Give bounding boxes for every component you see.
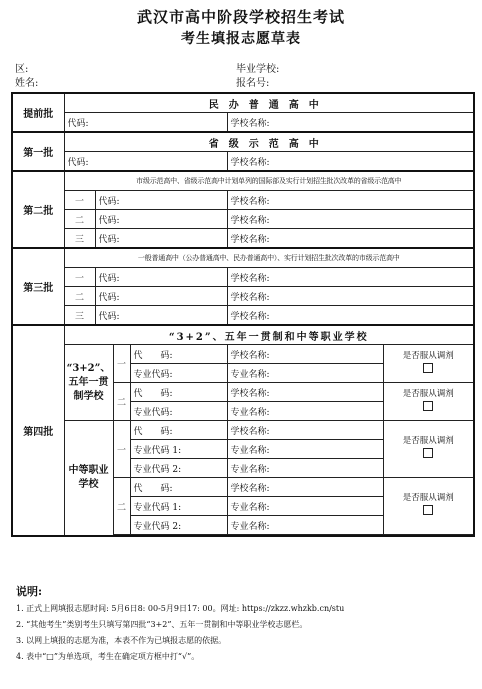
choice-number: 二: [64, 287, 95, 306]
major-code-field[interactable]: 专业代码:: [130, 402, 227, 421]
banner-fourth: “3+2”、五年一贯制和中等职业学校: [64, 325, 474, 345]
code-field[interactable]: 代 码:: [130, 345, 227, 364]
obey-adjustment[interactable]: 是否服从调剂: [383, 421, 474, 478]
code-field[interactable]: 代 码:: [130, 383, 227, 402]
code-field[interactable]: 代码:: [95, 287, 227, 306]
banner-first: 省级示范高中: [64, 132, 474, 152]
school-name-field[interactable]: 学校名称:: [227, 152, 474, 172]
form-title: 武汉市高中阶段学校招生考试: [136, 8, 345, 26]
major-code-1-field[interactable]: 专业代码 1:: [130, 440, 227, 459]
exam-number-label: 报名号:: [236, 78, 270, 89]
choice-number: 二: [64, 210, 95, 229]
checkbox-icon[interactable]: [423, 505, 433, 515]
code-field[interactable]: 代 码:: [130, 421, 227, 440]
district-label: 区:: [15, 64, 29, 75]
note-item: 3. 以网上填报的志愿为准，本表不作为已填报志愿的依据。: [16, 636, 227, 645]
subcategory-vocational: 中等职业学校: [64, 421, 113, 537]
choice-number: 三: [64, 229, 95, 249]
banner-advance: 民办普通高中: [64, 93, 474, 113]
school-name-field[interactable]: 学校名称:: [227, 478, 383, 497]
code-field[interactable]: 代码:: [95, 229, 227, 249]
obey-adjustment[interactable]: 是否服从调剂: [383, 383, 474, 421]
school-name-field[interactable]: 学校名称:: [227, 306, 474, 326]
code-field[interactable]: 代 码:: [130, 478, 227, 497]
checkbox-icon[interactable]: [423, 401, 433, 411]
school-name-field[interactable]: 学校名称:: [227, 287, 474, 306]
choice-number: 一: [64, 191, 95, 210]
obey-adjustment[interactable]: 是否服从调剂: [383, 345, 474, 383]
major-code-2-field[interactable]: 专业代码 2:: [130, 459, 227, 478]
notes-heading: 说明:: [16, 585, 43, 598]
school-name-field[interactable]: 学校名称:: [227, 113, 474, 133]
choice-number: 一: [64, 268, 95, 287]
school-name-field[interactable]: 学校名称:: [227, 383, 383, 402]
obey-adjustment[interactable]: 是否服从调剂: [383, 478, 474, 535]
major-code-field[interactable]: 专业代码:: [130, 364, 227, 383]
banner-third: 一般普通高中（公办普通高中、民办普通高中）、实行计划招生批次改革的市级示范高中: [64, 248, 474, 268]
school-name-field[interactable]: 学校名称:: [227, 268, 474, 287]
note-item: 1. 正式上网填报志愿时间: 5月6日8: 00-5月9日17: 00。网址: https://zkzz.whzkb.cn/stu: [16, 604, 345, 613]
code-field[interactable]: 代码:: [95, 210, 227, 229]
choice-number: 二: [113, 383, 130, 421]
note-item: 4. 表中“□”为单选项，考生在确定项方框中打“√”。: [16, 652, 200, 661]
notes-section: [16, 584, 344, 665]
choice-number: 一: [113, 421, 130, 478]
major-code-1-field[interactable]: 专业代码 1:: [130, 497, 227, 516]
code-field[interactable]: 代码:: [64, 113, 227, 133]
graduate-school-label: 毕业学校:: [236, 64, 280, 75]
major-name-field[interactable]: 专业名称:: [227, 516, 383, 535]
batch-label-first: 第一批: [12, 132, 64, 171]
batch-label-third: 第三批: [12, 248, 64, 325]
choice-number: 二: [113, 478, 130, 535]
school-name-field[interactable]: 学校名称:: [227, 421, 383, 440]
batch-label-fourth: 第四批: [12, 325, 64, 536]
form-subtitle: 考生填报志愿草表: [181, 31, 301, 47]
code-field[interactable]: 代码:: [95, 268, 227, 287]
major-name-field[interactable]: 专业名称:: [227, 440, 383, 459]
application-form-table: [11, 92, 475, 537]
school-name-field[interactable]: 学校名称:: [227, 191, 474, 210]
major-code-2-field[interactable]: 专业代码 2:: [130, 516, 227, 535]
school-name-field[interactable]: 学校名称:: [227, 210, 474, 229]
batch-label-second: 第二批: [12, 171, 64, 248]
code-field[interactable]: 代码:: [95, 191, 227, 210]
batch-label-advance: 提前批: [12, 93, 64, 132]
code-field[interactable]: 代码:: [95, 306, 227, 326]
choice-number: 三: [64, 306, 95, 326]
major-name-field[interactable]: 专业名称:: [227, 459, 383, 478]
note-item: 2. “其他考生”类别考生只填写第四批“3+2”、五年一贯制和中等职业学校志愿栏。: [16, 620, 308, 629]
checkbox-icon[interactable]: [423, 448, 433, 458]
checkbox-icon[interactable]: [423, 363, 433, 373]
major-name-field[interactable]: 专业名称:: [227, 402, 383, 421]
school-name-field[interactable]: 学校名称:: [227, 229, 474, 249]
choice-number: 一: [113, 345, 130, 383]
major-name-field[interactable]: 专业名称:: [227, 364, 383, 383]
code-field[interactable]: 代码:: [64, 152, 227, 172]
major-name-field[interactable]: 专业名称:: [227, 497, 383, 516]
subcategory-3plus2: “3+2”、五年一贯制学校: [64, 345, 113, 421]
banner-second: 市级示范高中、省级示范高中计划单列的国际部及实行计划招生批次改革的省级示范高中: [64, 171, 474, 191]
student-name-label: 姓名:: [15, 78, 39, 89]
school-name-field[interactable]: 学校名称:: [227, 345, 383, 364]
